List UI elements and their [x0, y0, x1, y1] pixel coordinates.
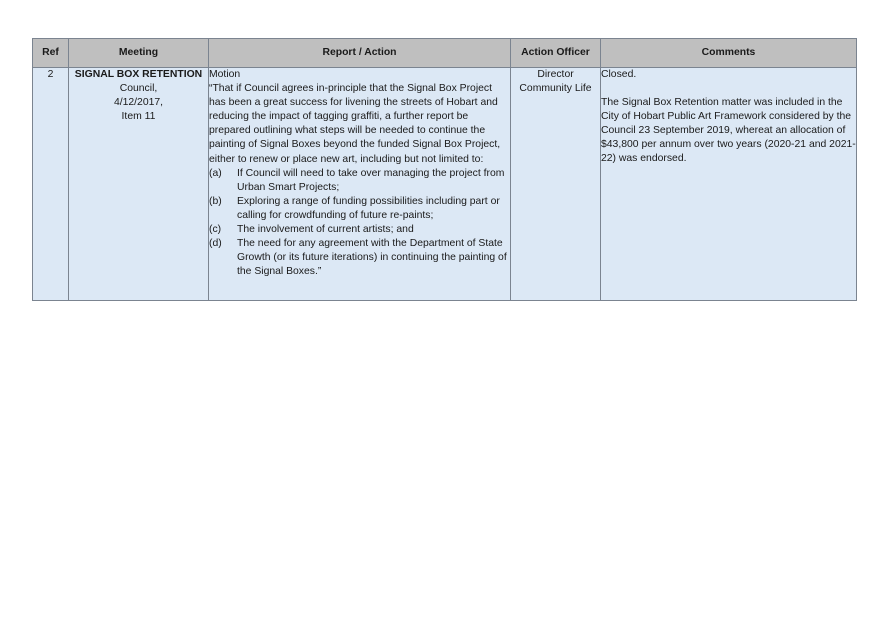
header-action-officer: Action Officer	[511, 39, 601, 68]
paragraph-gap	[601, 82, 856, 96]
meeting-cell	[69, 68, 209, 301]
list-item	[209, 223, 510, 237]
report-item-list	[209, 167, 510, 280]
report-intro: “That if Council agrees in-principle that the Signal Box Project has been a great success for livening the streets of Hobart and reducing the impact of tagging graffiti, a further report be prepared outlining what steps will be needed to continue the painting of Signal Boxes beyond the funded Signal Box Project, either to renew or place new art, including but not limited to:	[209, 83, 501, 165]
header-comments: Comments	[601, 39, 857, 68]
list-item-text: If Council will need to take over managing the project from Urban Smart Projects;	[237, 167, 505, 193]
header-meeting: Meeting	[69, 39, 209, 68]
officer-line-1: Director	[537, 69, 574, 80]
list-item-label: (d)	[209, 238, 222, 250]
ref-cell: 2	[33, 68, 69, 301]
list-item-label: (a)	[209, 167, 222, 179]
list-item	[209, 237, 510, 279]
action-table	[32, 38, 857, 301]
report-cell	[209, 68, 511, 301]
meeting-item: Item 11	[121, 111, 156, 123]
list-item-text: The need for any agreement with the Department of State Growth (or its future iterations) in continuing the painting of the Signal Boxes.”	[237, 238, 507, 278]
comments-cell	[601, 68, 857, 301]
list-item-text: Exploring a range of funding possibilities including part or calling for crowdfunding of future re-paints;	[237, 195, 500, 221]
comment-status: Closed.	[601, 69, 637, 80]
meeting-body: Council,	[119, 83, 158, 95]
meeting-title: SIGNAL BOX RETENTION	[74, 69, 203, 80]
header-ref: Ref	[33, 39, 69, 68]
officer-cell	[511, 68, 601, 301]
meeting-date: 4/12/2017,	[113, 97, 164, 109]
header-row	[33, 39, 857, 68]
list-item	[209, 167, 510, 195]
report-heading: Motion	[209, 69, 241, 80]
list-item-label: (b)	[209, 195, 222, 207]
table-row	[33, 68, 857, 301]
list-item-text: The involvement of current artists; and	[237, 224, 414, 236]
list-item-label: (c)	[209, 224, 222, 236]
comment-detail: The Signal Box Retention matter was included in the City of Hobart Public Art Framework considered by the Council 23 September 2019, whereat an allocation of $43,800 per annum over two years (2020-21 and 2021-22) was endorsed.	[601, 97, 856, 165]
officer-line-2: Community Life	[519, 83, 592, 95]
header-report-action: Report / Action	[209, 39, 511, 68]
list-item	[209, 195, 510, 223]
